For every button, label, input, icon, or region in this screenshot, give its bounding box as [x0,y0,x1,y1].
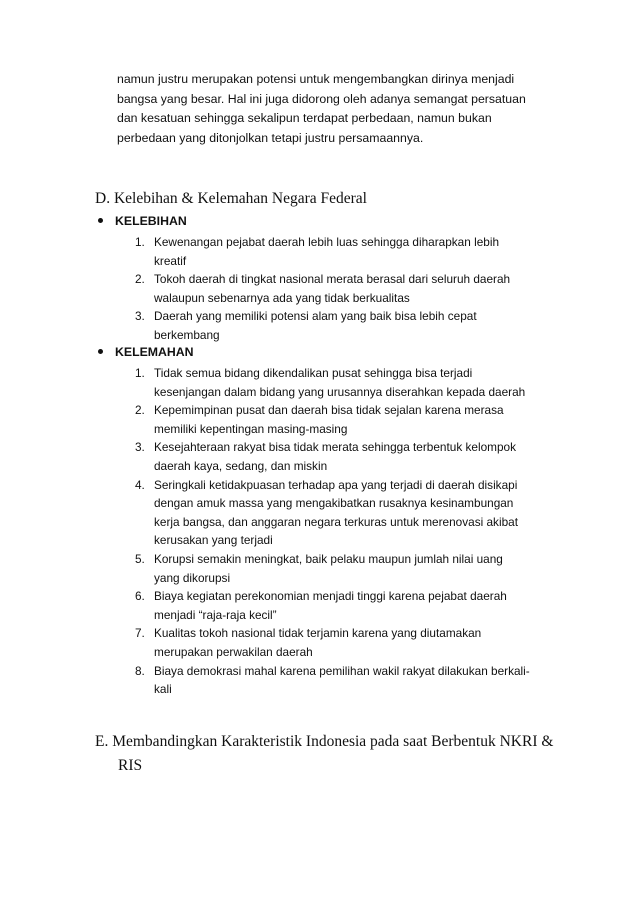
paragraph-line: perbedaan yang ditonjolkan tetapi justru persamaannya. [117,130,424,145]
item-text-line: Tidak semua bidang dikendalikan pusat sehingga bisa terjadi [154,366,473,380]
item-text-line: kerja bangsa, dan anggaran negara terkuras untuk merenovasi akibat [154,514,518,529]
list-item [135,233,510,270]
item-text-line: menjadi “raja-raja kecil” [154,607,277,622]
bullet-kelemahan [98,345,194,359]
item-number: 7. [135,626,145,641]
item-text-line: kesenjangan dalam bidang yang urusannya diserahkan kepada daerah [154,384,526,399]
list-item [135,476,530,550]
item-text-line: walaupun sebenarnya ada yang tidak berkualitas [154,290,410,305]
list-item [135,624,530,661]
list-item [135,307,510,344]
item-number: 3. [135,440,145,455]
kelebihan-list [135,233,510,345]
item-text-line: merupakan perwakilan daerah [154,644,313,659]
heading-line: RIS [118,757,143,774]
item-text-line: Daerah yang memiliki potensi alam yang baik bisa lebih cepat [154,309,477,324]
bullet-label: KELEBIHAN [115,214,187,228]
item-text-line: berkembang [154,327,220,342]
bullet-label: KELEMAHAN [115,345,194,359]
intro-paragraph [117,70,587,148]
item-text-line: kerusakan yang terjadi [154,533,273,548]
paragraph-line: dan kesatuan sehingga sekalipun terdapat perbedaan, namun bukan [117,111,492,125]
item-number: 6. [135,589,145,604]
section-d-heading: D. Kelebihan & Kelemahan Negara Federal [95,190,367,207]
list-item [135,270,510,307]
heading-line: E. Membandingkan Karakteristik Indonesia pada saat Berbentuk NKRI & [95,733,554,750]
list-item [135,364,530,401]
list-item [135,438,530,475]
list-item [135,587,530,624]
item-number: 3. [135,309,145,324]
section-e-heading [95,730,575,778]
item-text-line: Kepemimpinan pusat dan daerah bisa tidak sejalan karena merasa [154,403,504,418]
item-text-line: yang dikorupsi [154,570,231,585]
item-number: 4. [135,477,145,492]
item-text-line: Kewenangan pejabat daerah lebih luas sehingga diharapkan lebih [154,235,500,249]
item-number: 1. [135,366,145,380]
bullet-dot-icon [98,218,103,223]
bullet-kelebihan [98,214,187,228]
item-number: 2. [135,272,145,287]
item-text-line: Biaya kegiatan perekonomian menjadi tinggi karena pejabat daerah [154,589,507,604]
item-number: 5. [135,551,145,566]
kelemahan-list [135,364,530,699]
item-text-line: dengan amuk massa yang mengakibatkan rusaknya kesinambungan [154,496,514,511]
item-text-line: Seringkali ketidakpuasan terhadap apa yang terjadi di daerah disikapi [154,477,518,492]
list-item [135,550,530,587]
item-text-line: memiliki kepentingan masing-masing [154,421,348,436]
bullet-dot-icon [98,349,103,354]
item-number: 1. [135,235,145,249]
item-number: 8. [135,663,145,678]
item-text-line: Kualitas tokoh nasional tidak terjamin karena yang diutamakan [154,626,482,641]
item-text-line: kali [154,682,172,697]
item-text-line: Biaya demokrasi mahal karena pemilihan wakil rakyat dilakukan berkali- [154,663,530,678]
item-text-line: daerah kaya, sedang, dan miskin [154,458,328,473]
list-item [135,401,530,438]
item-text-line: Tokoh daerah di tingkat nasional merata berasal dari seluruh daerah [154,272,511,287]
paragraph-line: namun justru merupakan potensi untuk mengembangkan dirinya menjadi [117,72,515,86]
paragraph-line: bangsa yang besar. Hal ini juga didorong oleh adanya semangat persatuan [117,91,526,106]
list-item [135,662,530,699]
item-text-line: kreatif [154,253,187,268]
item-text-line: Kesejahteraan rakyat bisa tidak merata sehingga terbentuk kelompok [154,440,516,455]
item-number: 2. [135,403,145,418]
item-text-line: Korupsi semakin meningkat, baik pelaku maupun jumlah nilai uang [154,551,503,566]
